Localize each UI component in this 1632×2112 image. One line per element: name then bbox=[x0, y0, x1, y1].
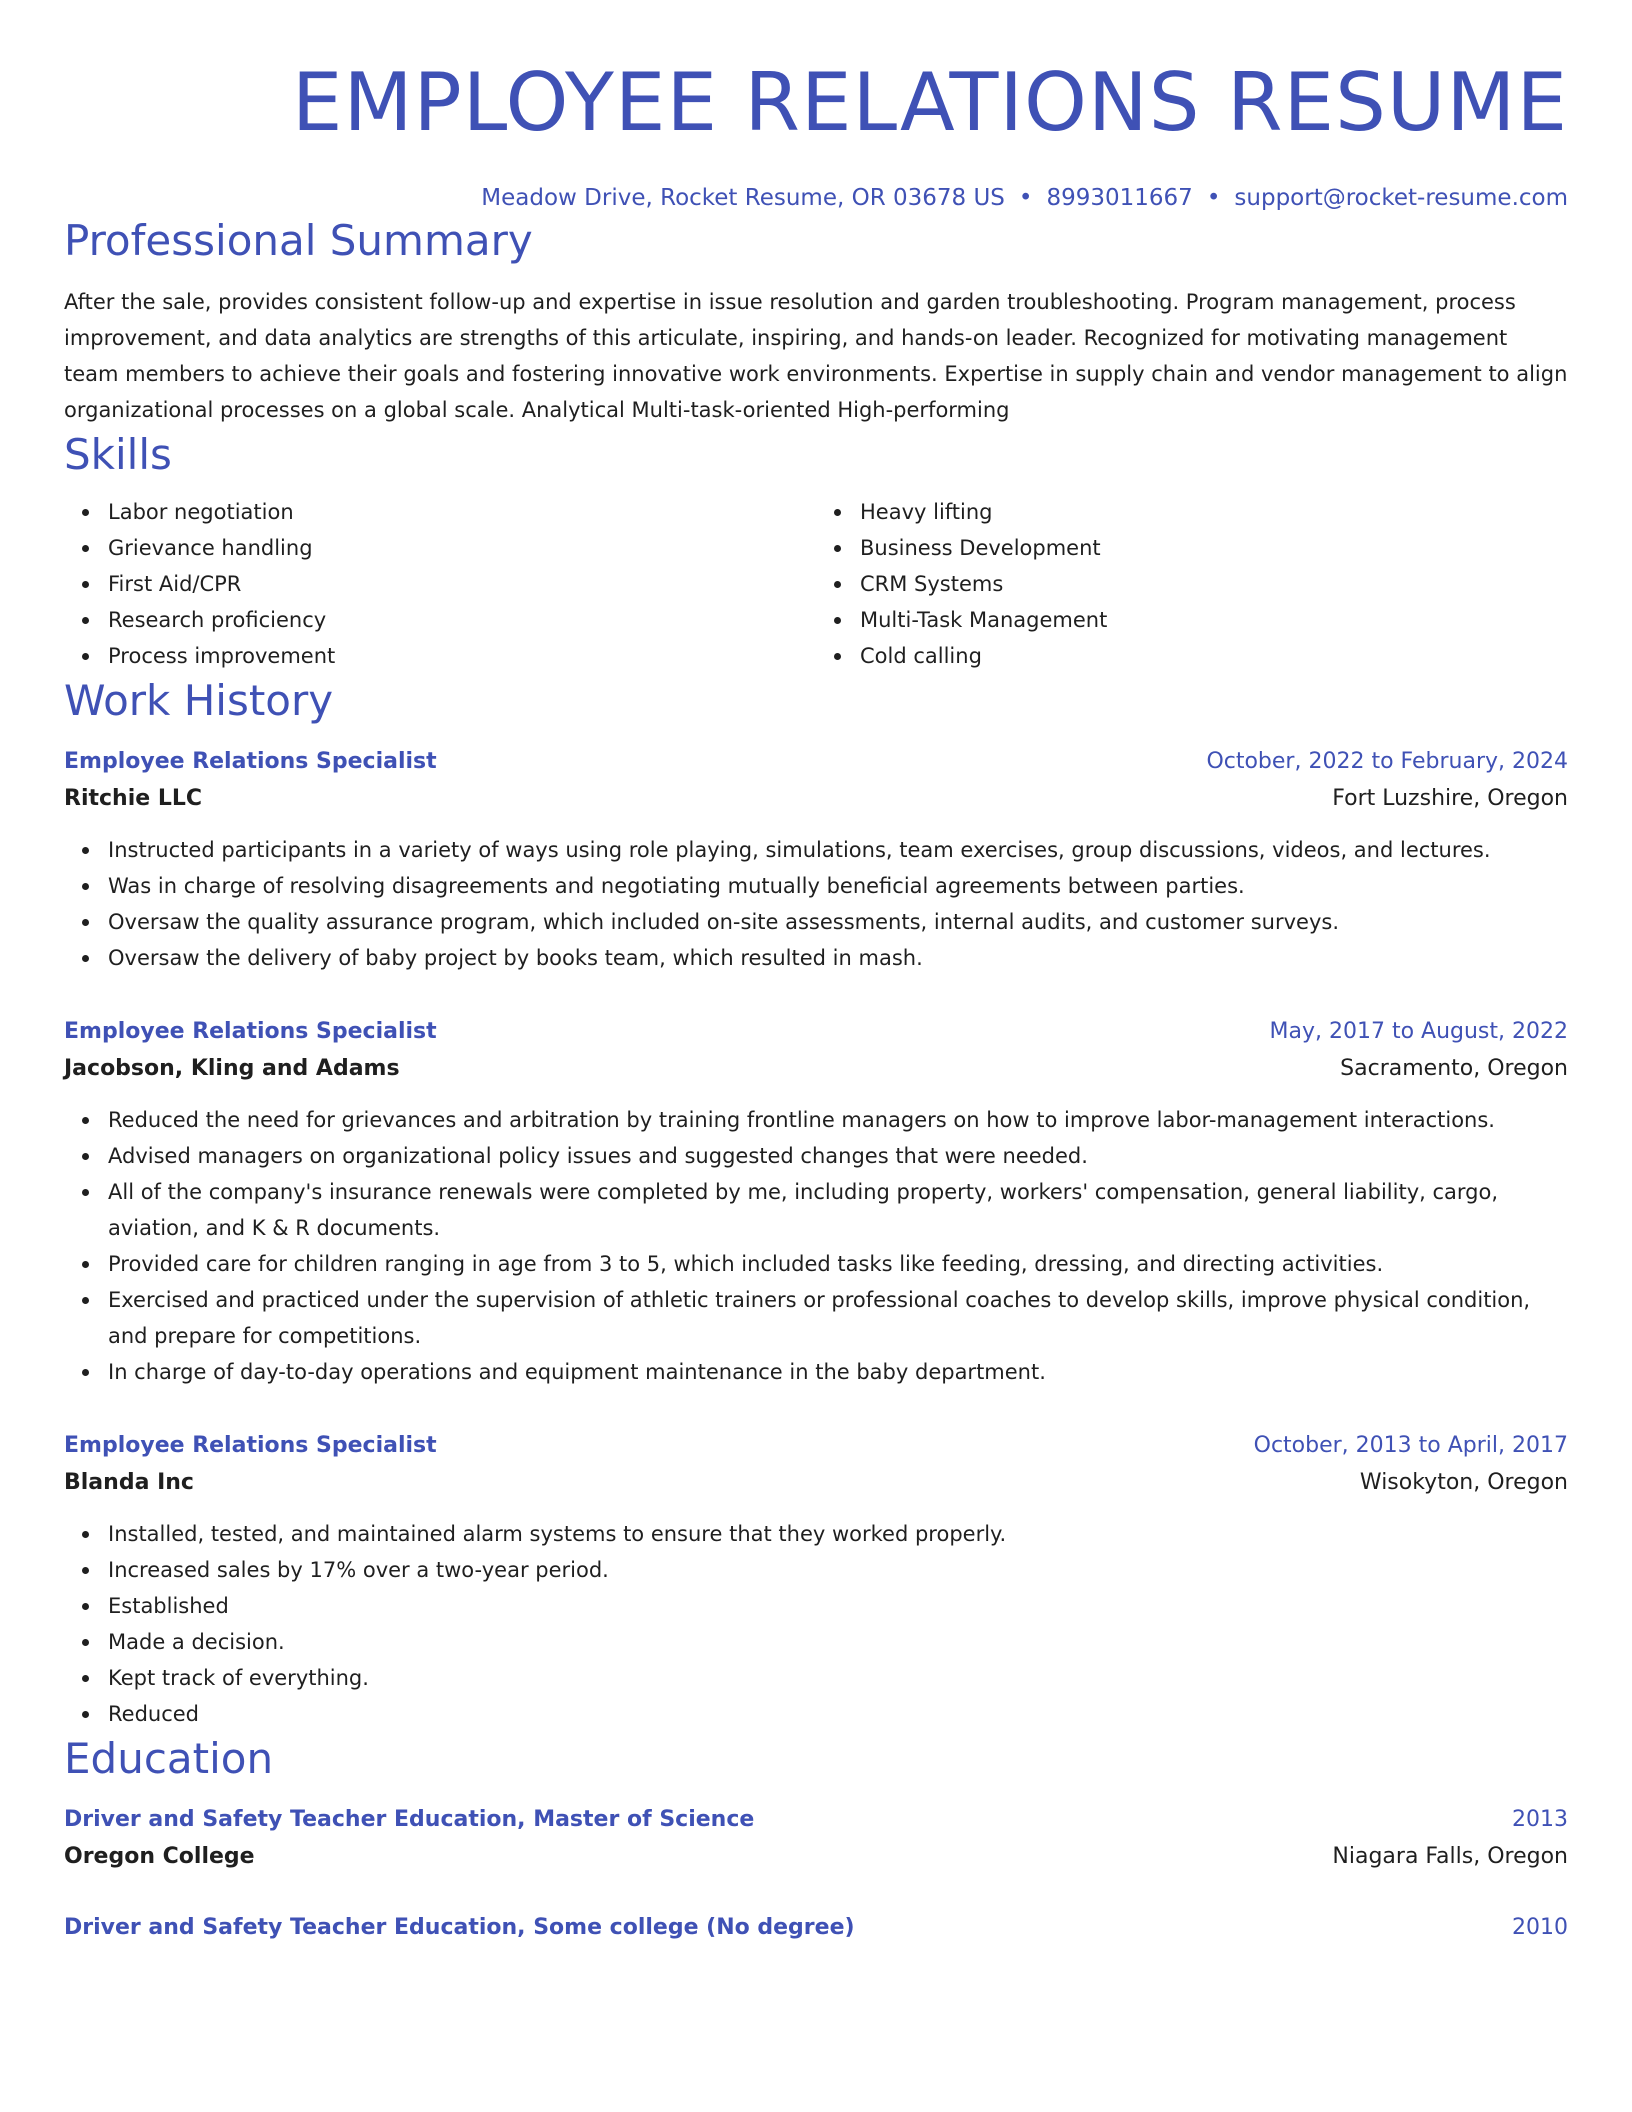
job-title: Employee Relations Specialist bbox=[64, 1433, 437, 1458]
skills-column-left bbox=[64, 494, 816, 674]
education-entry bbox=[64, 1910, 1568, 1946]
job-dates: October, 2022 to February, 2024 bbox=[1206, 749, 1568, 774]
summary-text: After the sale, provides consistent follow-up and expertise in issue resolution and garden troubleshooting. Program management, process improvement, and data analytics are strengths of this articulate, inspiring, and hands-on leader. Recognized for motivating management team members to achieve their goals and fostering innovative work environments. Expertise in supply chain and vendor management to align organizational processes on a global scale. Analytical Multi-task-oriented High-performing bbox=[64, 290, 1568, 422]
contact-separator: • bbox=[1206, 185, 1221, 211]
skills-list bbox=[64, 494, 1568, 674]
job-title: Employee Relations Specialist bbox=[64, 749, 437, 774]
skill-item: First Aid/CPR bbox=[108, 566, 816, 602]
duty-item: In charge of day-to-day operations and equipment maintenance in the baby department. bbox=[108, 1354, 1568, 1390]
education-year: 2013 bbox=[1512, 1807, 1568, 1832]
duty-item: All of the company's insurance renewals were completed by me, including property, workers' compensation, general liability, cargo, aviation, and K & R documents. bbox=[108, 1174, 1568, 1246]
duty-item: Installed, tested, and maintained alarm systems to ensure that they worked properly. bbox=[108, 1516, 1568, 1552]
contact-phone: 8993011667 bbox=[1046, 185, 1193, 211]
job-company: Blanda Inc bbox=[64, 1470, 194, 1495]
job-company: Jacobson, Kling and Adams bbox=[64, 1056, 400, 1081]
skill-item: Cold calling bbox=[860, 638, 1568, 674]
job-duties bbox=[64, 1516, 1568, 1732]
skill-item: Multi-Task Management bbox=[860, 602, 1568, 638]
skill-item: Heavy lifting bbox=[860, 494, 1568, 530]
job-location: Sacramento, Oregon bbox=[1340, 1056, 1568, 1081]
job-dates: October, 2013 to April, 2017 bbox=[1253, 1433, 1568, 1458]
skill-item: Business Development bbox=[860, 530, 1568, 566]
skill-item: CRM Systems bbox=[860, 566, 1568, 602]
education-year: 2010 bbox=[1512, 1915, 1568, 1940]
education-degree: Driver and Safety Teacher Education, Master of Science bbox=[64, 1807, 755, 1832]
skills-heading: Skills bbox=[64, 430, 172, 479]
duty-item: Reduced the need for grievances and arbitration by training frontline managers on how to improve labor-management interactions. bbox=[108, 1102, 1568, 1138]
resume-title: EMPLOYEE RELATIONS RESUME bbox=[291, 56, 1568, 149]
job-entry bbox=[64, 1428, 1568, 1732]
education-school: Oregon College bbox=[64, 1844, 255, 1869]
job-duties bbox=[64, 1102, 1568, 1390]
duty-item: Instructed participants in a variety of ways using role playing, simulations, team exercises, group discussions, videos, and lectures. bbox=[108, 832, 1568, 868]
work-history-heading: Work History bbox=[64, 676, 334, 725]
duty-item: Advised managers on organizational policy issues and suggested changes that were needed. bbox=[108, 1138, 1568, 1174]
contact-address: Meadow Drive, Rocket Resume, OR 03678 US bbox=[481, 185, 1005, 211]
duty-item: Oversaw the delivery of baby project by books team, which resulted in mash. bbox=[108, 940, 1568, 976]
duty-item: Increased sales by 17% over a two-year period. bbox=[108, 1552, 1568, 1588]
duty-item: Oversaw the quality assurance program, which included on-site assessments, internal audits, and customer surveys. bbox=[108, 904, 1568, 940]
duty-item: Reduced bbox=[108, 1696, 1568, 1732]
duty-item: Exercised and practiced under the supervision of athletic trainers or professional coaches to develop skills, improve physical condition, and prepare for competitions. bbox=[108, 1282, 1568, 1354]
skill-item: Grievance handling bbox=[108, 530, 816, 566]
summary-heading: Professional Summary bbox=[64, 216, 533, 265]
duty-item: Was in charge of resolving disagreements and negotiating mutually beneficial agreements between parties. bbox=[108, 868, 1568, 904]
contact-email: support@rocket-resume.com bbox=[1234, 185, 1568, 211]
skill-item: Labor negotiation bbox=[108, 494, 816, 530]
duty-item: Established bbox=[108, 1588, 1568, 1624]
job-entry bbox=[64, 1014, 1568, 1390]
duty-item: Kept track of everything. bbox=[108, 1660, 1568, 1696]
skill-item: Process improvement bbox=[108, 638, 816, 674]
job-dates: May, 2017 to August, 2022 bbox=[1269, 1019, 1568, 1044]
education-entry bbox=[64, 1802, 1568, 1876]
job-location: Wisokyton, Oregon bbox=[1359, 1470, 1568, 1495]
job-title: Employee Relations Specialist bbox=[64, 1019, 437, 1044]
education-degree: Driver and Safety Teacher Education, Some college (No degree) bbox=[64, 1915, 855, 1940]
job-duties bbox=[64, 832, 1568, 976]
job-company: Ritchie LLC bbox=[64, 786, 203, 811]
contact-line bbox=[64, 182, 1568, 214]
education-heading: Education bbox=[64, 1734, 274, 1783]
duty-item: Provided care for children ranging in age from 3 to 5, which included tasks like feeding, dressing, and directing activities. bbox=[108, 1246, 1568, 1282]
duty-item: Made a decision. bbox=[108, 1624, 1568, 1660]
education-location: Niagara Falls, Oregon bbox=[1332, 1844, 1568, 1869]
skills-column-right bbox=[816, 494, 1568, 674]
skill-item: Research proficiency bbox=[108, 602, 816, 638]
job-location: Fort Luzshire, Oregon bbox=[1332, 786, 1568, 811]
contact-separator: • bbox=[1018, 185, 1033, 211]
job-entry bbox=[64, 744, 1568, 976]
